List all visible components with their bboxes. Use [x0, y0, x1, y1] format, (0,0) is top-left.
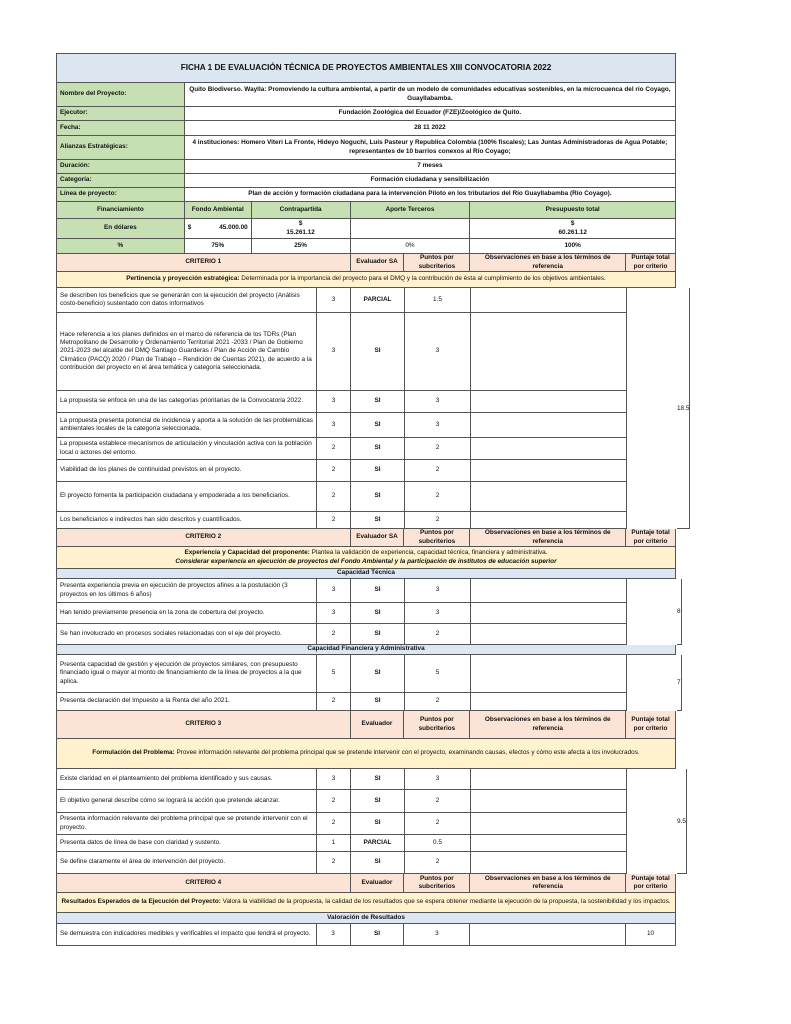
finance-header: Contrapartida: [252, 202, 351, 219]
subcriterion-text: Presenta capacidad de gestión y ejecución de proyectos similares, con presupuesto financiado igual o mayor al monto de financiamiento de la línea de proyectos a la que aplica.: [57, 655, 317, 693]
subcriterion-text: Viabilidad de los planes de continuidad previstos en el proyecto.: [57, 460, 317, 482]
criterio-total: 9.5: [677, 769, 687, 874]
table-row: [57, 852, 677, 874]
max-points: 5: [317, 655, 351, 693]
observation: [471, 460, 627, 482]
points: 3: [405, 769, 471, 790]
subcriterion-text: Presenta datos de línea de base con claridad y sustento.: [57, 835, 317, 852]
criterio2-rows2: [56, 655, 681, 711]
info-value: 4 instituciones: Homero Viteri La Fronte, Hideyo Noguchi, Luis Pasteur y Republica Colombia (100% fiscales); Las Juntas Administradoras de Agua Potable; representantes de 10 barrios conexos al Río Coyago;: [185, 136, 676, 160]
points: 2: [405, 460, 471, 482]
observation: [471, 790, 627, 813]
finance-pct-contra: 25%: [252, 239, 351, 254]
criterio-total: 10: [626, 924, 676, 946]
points-header: Puntos por subcriterios: [404, 874, 470, 893]
subcriterion-text: Hace referencia a los planes definidos en el marco de referencia de los TDRs (Plan Metropolitano de Desarrollo y Ordenamiento Territorial 2021 -2033 / Plan de Gobierno 2021-2023 del alcalde del DMQ Santiago Guarderas / Plan de Acción de Cambio Climático (PACQ) 2020 / Plan de Trabajo – Rendición de Cuentas 2021), de acuerdo a la contribución del proyecto en el área temática y categoría seleccionada.: [57, 313, 317, 391]
observations-header: Observaciones en base a los términos de referencia: [470, 874, 626, 893]
criterio-desc: Plantea la validación de experiencia, capacidad técnica, financiera y administrativa.: [309, 549, 548, 557]
subcriterion-text: Se demuestra con indicadores medibles y verificables el impacto que tendrá el proyecto.: [57, 924, 317, 946]
max-points: 3: [317, 288, 351, 313]
subcriterion-text: Han tenido previamente presencia en la zona de cobertura del proyecto.: [57, 603, 317, 624]
info-row: [56, 136, 676, 160]
points: 3: [405, 579, 471, 603]
points: 2: [405, 693, 471, 711]
finance-usd-row: [56, 219, 676, 239]
criterio-description-text: [57, 547, 676, 569]
criterio-desc-note: Considerar experiencia en ejecución de proyectos del Fondo Ambiental y la participación de institutos de educación superior: [175, 557, 557, 565]
criterio-desc-bold: Formulación del Problema:: [92, 749, 175, 757]
observations-header: Observaciones en base a los términos de referencia: [470, 529, 626, 547]
currency-sign: $: [298, 220, 303, 228]
criterio-description: [56, 739, 676, 769]
criterio-header-row: [56, 254, 676, 272]
subcriterion-text: Los beneficiarios e indirectos han sido descritos y cuantificados.: [57, 512, 317, 529]
subcriterion-text: Presenta declaración del Impuesto a la Renta del año 2021.: [57, 693, 317, 711]
observation: [471, 482, 627, 512]
subcriterion-text: Se define claramente el área de intervención del proyecto.: [57, 852, 317, 874]
criterio-header-row: [56, 529, 676, 547]
observation: [471, 313, 627, 391]
subsection-title: Valoración de Resultados: [57, 913, 676, 924]
evaluation: SI: [351, 413, 405, 438]
subsection-header: [56, 645, 676, 655]
max-points: 3: [317, 769, 351, 790]
max-points: 3: [317, 413, 351, 438]
criterio-desc-bold: Pertinencia y proyección estratégica:: [126, 275, 240, 283]
table-row: [57, 624, 677, 645]
finance-pct-total: 100%: [470, 239, 676, 254]
subsection-title: Capacidad Técnica: [57, 569, 676, 579]
info-label: Fecha:: [57, 121, 185, 136]
criterio-description: [56, 893, 676, 913]
points: 3: [405, 413, 471, 438]
total-header: Puntaje total por criterio: [626, 254, 676, 272]
finance-fondo-cell: [185, 219, 252, 239]
finance-header: Presupuesto total: [470, 202, 676, 219]
observation: [471, 438, 627, 460]
evaluation-sheet: [56, 53, 690, 946]
table-row: [57, 460, 677, 482]
evaluation: SI: [351, 482, 405, 512]
finance-header-row: [56, 202, 676, 219]
evaluator-header: Evaluador: [351, 711, 405, 739]
evaluation: SI: [351, 924, 405, 946]
table-row: [57, 512, 677, 529]
evaluation: SI: [351, 512, 405, 529]
table-row: [57, 288, 677, 313]
evaluation: SI: [351, 769, 405, 790]
finance-header: Aporte Terceros: [351, 202, 471, 219]
info-label: Duración:: [57, 160, 185, 174]
table-row: [57, 438, 677, 460]
observation: [471, 413, 627, 438]
points: 2: [405, 512, 471, 529]
criterio-header-row: [56, 874, 676, 893]
criterio-description: [56, 272, 676, 288]
points: 3: [405, 603, 471, 624]
finance-contra-cell: [252, 219, 351, 239]
subcriterion-text: Presenta experiencia previa en ejecución de proyectos afines a la postulación (3 proyectos en los últimos 6 años): [57, 579, 317, 603]
info-value: 7 meses: [185, 160, 676, 174]
finance-total-cell: [470, 219, 676, 239]
table-row: [57, 693, 677, 711]
max-points: 2: [317, 460, 351, 482]
points: 3: [404, 924, 470, 946]
criterio-description: [56, 547, 676, 569]
finance-pct-terceros: 0%: [351, 239, 471, 254]
evaluation: SI: [351, 313, 405, 391]
points: 3: [405, 313, 471, 391]
max-points: 2: [317, 624, 351, 645]
max-points: 3: [317, 313, 351, 391]
criterio-total: 8: [677, 579, 682, 645]
max-points: 2: [317, 790, 351, 813]
points: 2: [405, 482, 471, 512]
criterio-name: CRITERIO 4: [57, 874, 351, 893]
observation: [471, 835, 627, 852]
max-points: 2: [317, 693, 351, 711]
criterio-desc: Determinada por la importancia del proyecto para el DMQ y la contribución de ésta al cumplimiento de los objetivos ambientales.: [239, 275, 606, 283]
observation: [471, 391, 627, 413]
points: 2: [405, 813, 471, 835]
info-value: Fundación Zoológica del Ecuador (FZE)/Zoológico de Quito.: [185, 107, 676, 121]
subcriterion-text: El proyecto fomenta la participación ciudadana y empoderada a los beneficiarios.: [57, 482, 317, 512]
observation: [471, 512, 627, 529]
info-label: Línea de proyecto:: [57, 188, 185, 202]
evaluation: SI: [351, 655, 405, 693]
points: 1.5: [405, 288, 471, 313]
table-row: [57, 790, 677, 813]
observations-header: Observaciones en base a los términos de referencia: [470, 711, 626, 739]
points: 2: [405, 438, 471, 460]
table-row: [56, 924, 676, 946]
criterio-header-row: [56, 711, 676, 739]
observation: [471, 288, 627, 313]
criterio-total: 18.5: [677, 288, 690, 529]
max-points: 3: [317, 603, 351, 624]
points-header: Puntos por subcriterios: [404, 529, 470, 547]
info-value: Plan de acción y formación ciudadana para la intervención Piloto en los tributarios del Río Guayllabamba (Río Coyago).: [185, 188, 676, 202]
info-row: [56, 107, 676, 121]
finance-pct-row: [56, 239, 676, 254]
info-row: [56, 188, 676, 202]
info-row: [56, 160, 676, 174]
subcriterion-text: Se han involucrado en procesos sociales relacionadas con el eje del proyecto.: [57, 624, 317, 645]
criterio-description-text: [57, 739, 676, 769]
subcriterion-text: Existe claridad en el planteamiento del problema identificado y sus causas.: [57, 769, 317, 790]
criterio-description-text: [57, 893, 676, 913]
subcriterion-text: La propuesta establece mecanismos de articulación y vinculación activa con la población local o actores del entorno.: [57, 438, 317, 460]
info-label: Categoría:: [57, 174, 185, 188]
subsection-header: [56, 913, 676, 924]
finance-header: Fondo Ambiental: [185, 202, 252, 219]
table-row: [57, 769, 677, 790]
evaluation: PARCIAL: [351, 835, 405, 852]
criterio1-rows: [56, 288, 690, 529]
points: 2: [405, 790, 471, 813]
max-points: 2: [317, 852, 351, 874]
info-label: Alianzas Estratégicas:: [57, 136, 185, 160]
total-header: Puntaje total por criterio: [626, 711, 676, 739]
observation: [471, 624, 627, 645]
max-points: 3: [317, 579, 351, 603]
finance-terceros-amount: [351, 219, 471, 239]
table-row: [57, 835, 677, 852]
info-value: Formación ciudadana y sensibilización: [185, 174, 676, 188]
subcriterion-text: El objetivo general describe cómo se logrará la acción que pretende alcanzar.: [57, 790, 317, 813]
evaluation: SI: [351, 391, 405, 413]
observation: [471, 813, 627, 835]
criterio-desc-bold: Resultados Esperados de la Ejecución del Proyecto:: [61, 898, 221, 906]
max-points: 3: [317, 391, 351, 413]
table-row: [57, 313, 677, 391]
subsection-header: [56, 569, 676, 579]
finance-header: Financiamiento: [57, 202, 185, 219]
finance-contra-amount: 15.261.12: [286, 228, 315, 236]
evaluation: SI: [351, 624, 405, 645]
finance-pct-fondo: 75%: [185, 239, 252, 254]
table-row: [57, 813, 677, 835]
evaluation: SI: [351, 852, 405, 874]
table-row: [57, 655, 677, 693]
points-header: Puntos por subcriterios: [404, 254, 470, 272]
evaluation: SI: [351, 790, 405, 813]
observation: [471, 769, 627, 790]
observation: [471, 579, 627, 603]
info-row: [56, 174, 676, 188]
criterio-description-text: [57, 272, 676, 288]
evaluation: SI: [351, 579, 405, 603]
table-row: [57, 603, 677, 624]
finance-total-amount: 60.261.12: [558, 228, 587, 236]
max-points: 3: [317, 924, 351, 946]
max-points: 1: [317, 835, 351, 852]
evaluator-header: Evaluador SA: [351, 254, 405, 272]
evaluation: PARCIAL: [351, 288, 405, 313]
page-title: FICHA 1 DE EVALUACIÓN TÉCNICA DE PROYECTOS AMBIENTALES XIII CONVOCATORIA 2022: [57, 54, 676, 83]
info-row: [56, 83, 676, 107]
finance-fondo-amount: 45.000.00: [219, 224, 248, 232]
criterio-desc-bold: Experiencia y Capacidad del proponente:: [184, 549, 310, 557]
max-points: 2: [317, 813, 351, 835]
criterio-desc: Provee información relevante del problema principal que se pretende intervenir con el proyecto, examinando causas, efectos y cómo este afecta a los involucrados.: [174, 749, 640, 757]
currency-sign: $: [570, 220, 575, 228]
subsection-title: Capacidad Financiera y Administrativa: [57, 645, 676, 655]
total-header: Puntaje total por criterio: [626, 529, 676, 547]
finance-usd-label: En dólares: [57, 219, 185, 239]
total-header: Puntaje total por criterio: [626, 874, 676, 893]
info-value: Quito Biodiverso. Waylla: Promoviendo la cultura ambiental, a partir de un modelo de comunidades educativas sostenibles, en la microcuenca del río Coyago, Guayllabamba.: [185, 83, 676, 107]
evaluation: SI: [351, 438, 405, 460]
criterio-name: CRITERIO 2: [57, 529, 351, 547]
subcriterion-text: La propuesta se enfoca en una de las categorías prioritarias de la Convocatoria 2022.: [57, 391, 317, 413]
subcriterion-text: Se describen los beneficios que se generarán con la ejecución del proyecto (Análisis costo-beneficio) sustentado con datos informativos: [57, 288, 317, 313]
max-points: 2: [317, 512, 351, 529]
points: 2: [405, 624, 471, 645]
table-row: [57, 391, 677, 413]
table-row: [57, 579, 677, 603]
table-row: [57, 413, 677, 438]
observations-header: Observaciones en base a los términos de referencia: [470, 254, 626, 272]
criterio3-rows: [56, 769, 686, 874]
observation: [470, 924, 626, 946]
currency-sign: $: [187, 224, 192, 232]
criterio-total: 7: [677, 655, 682, 711]
evaluation: SI: [351, 460, 405, 482]
title-row: [56, 53, 676, 83]
evaluation: SI: [351, 603, 405, 624]
info-row: [56, 121, 676, 136]
points-header: Puntos por subcriterios: [404, 711, 470, 739]
info-label: Ejecutor:: [57, 107, 185, 121]
points: 3: [405, 391, 471, 413]
evaluator-header: Evaluador SA: [351, 529, 405, 547]
criterio2-rows1: [56, 579, 681, 645]
evaluation: SI: [351, 693, 405, 711]
max-points: 2: [317, 438, 351, 460]
subcriterion-text: La propuesta presenta potencial de incidencia y aporta a la solución de las problemáticas ambientales locales de la categoría seleccionada.: [57, 413, 317, 438]
points: 0.5: [405, 835, 471, 852]
criterio-desc: Valora la viabilidad de la propuesta, la calidad de los resultados que se espera obtener mediante la ejecución de la propuesta, la sostenibilidad y los impactos.: [220, 898, 671, 906]
points: 2: [405, 852, 471, 874]
points: 5: [405, 655, 471, 693]
observation: [471, 603, 627, 624]
table-row: [57, 482, 677, 512]
info-value: 28 11 2022: [185, 121, 676, 136]
criterio-name: CRITERIO 3: [57, 711, 351, 739]
evaluator-header: Evaluador: [351, 874, 405, 893]
observation: [471, 655, 627, 693]
observation: [471, 852, 627, 874]
criterio-name: CRITERIO 1: [57, 254, 351, 272]
finance-pct-label: %: [57, 239, 185, 254]
max-points: 2: [317, 482, 351, 512]
subcriterion-text: Presenta información relevante del problema principal que se pretende intervenir con el proyecto.: [57, 813, 317, 835]
info-label: Nombre del Proyecto:: [57, 83, 185, 107]
evaluation: SI: [351, 813, 405, 835]
observation: [471, 693, 627, 711]
